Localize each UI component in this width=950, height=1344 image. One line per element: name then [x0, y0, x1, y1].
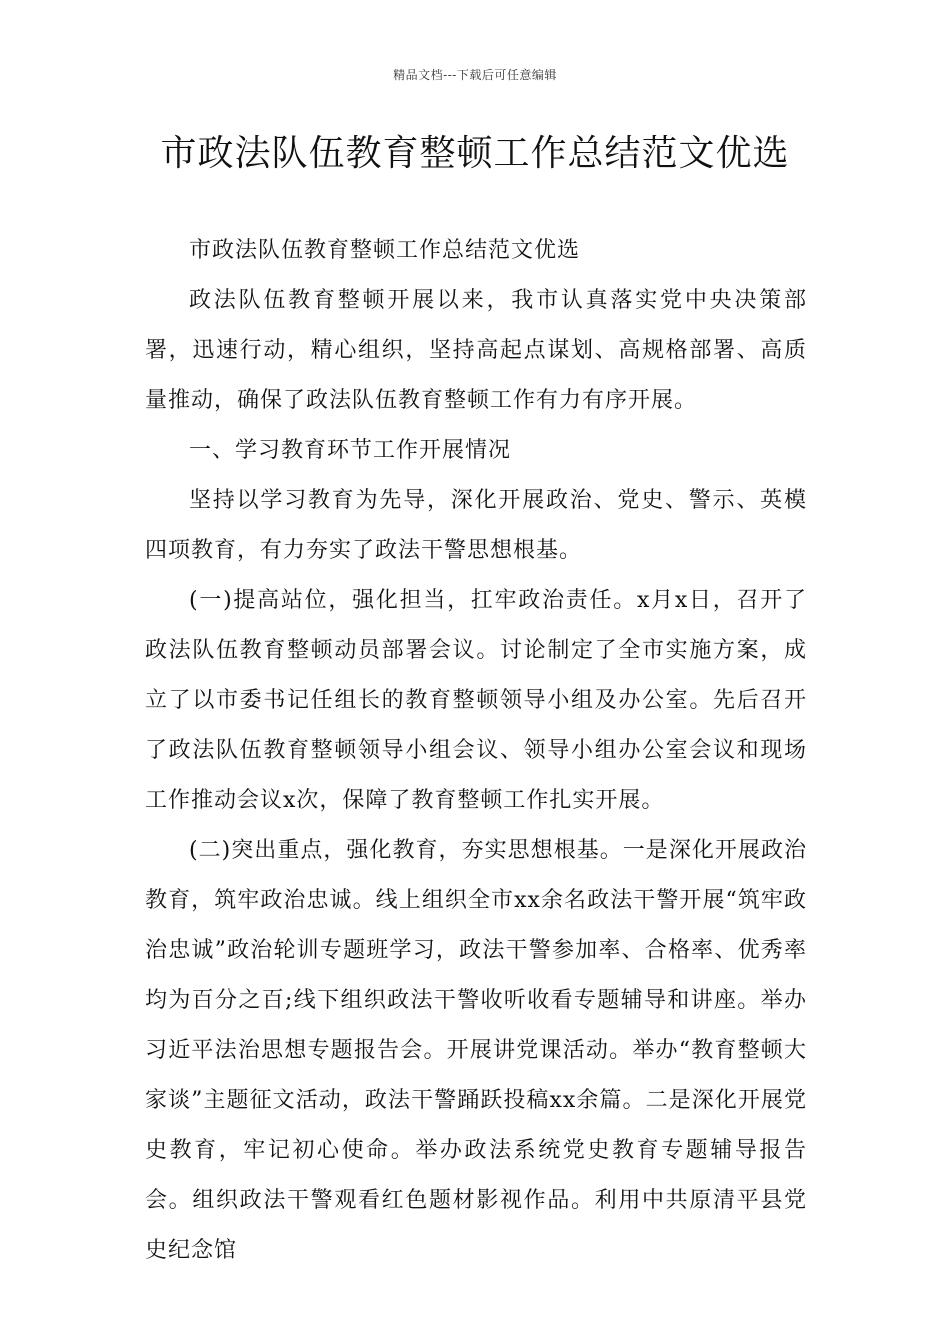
paragraph-subtitle: 市政法队伍教育整顿工作总结范文优选 [189, 238, 581, 263]
section-heading: 一、学习教育环节工作开展情况 [189, 438, 512, 463]
paragraph-item-2: (二)突出重点，强化教育，夯实思想根基。一是深化开展政治教育，筑牢政治忠诚。线上组织全市xx余名政法干警开展“筑牢政治忠诚”政治轮训专题班学习，政法干警参加率、合格率、优秀率均为百分之百;线下组织政法干警收听收看专题辅导和讲座。举办习近平法治思想专题报告会。开展讲党课活动。举办“教育整顿大家谈”主题征文活动，政法干警踊跃投稿xx余篇。二是深化开展党史教育，牢记初心使命。举办政法系统党史教育专题辅导报告会。组织政法干警观看红色题材影视作品。利用中共原清平县党史纪念馆 [145, 838, 807, 1263]
paragraph-section-summary: 坚持以学习教育为先导，深化开展政治、党史、警示、英模四项教育，有力夯实了政法干警思想根基。 [145, 488, 807, 563]
paragraph-item-1: (一)提高站位，强化担当，扛牢政治责任。x月x日，召开了政法队伍教育整顿动员部署会议。讨论制定了全市实施方案，成立了以市委书记任组长的教育整顿领导小组及办公室。先后召开了政法队伍教育整顿领导小组会议、领导小组办公室会议和现场工作推动会议x次，保障了教育整顿工作扎实开展。 [145, 588, 807, 813]
document-title: 市政法队伍教育整顿工作总结范文优选 [160, 133, 790, 174]
document-body [145, 226, 807, 1276]
header-note: 精品文档---下载后可任意编辑 [393, 68, 557, 82]
paragraph-intro: 政法队伍教育整顿开展以来，我市认真落实党中央决策部署，迅速行动，精心组织，坚持高起点谋划、高规格部署、高质量推动，确保了政法队伍教育整顿工作有力有序开展。 [145, 288, 807, 413]
